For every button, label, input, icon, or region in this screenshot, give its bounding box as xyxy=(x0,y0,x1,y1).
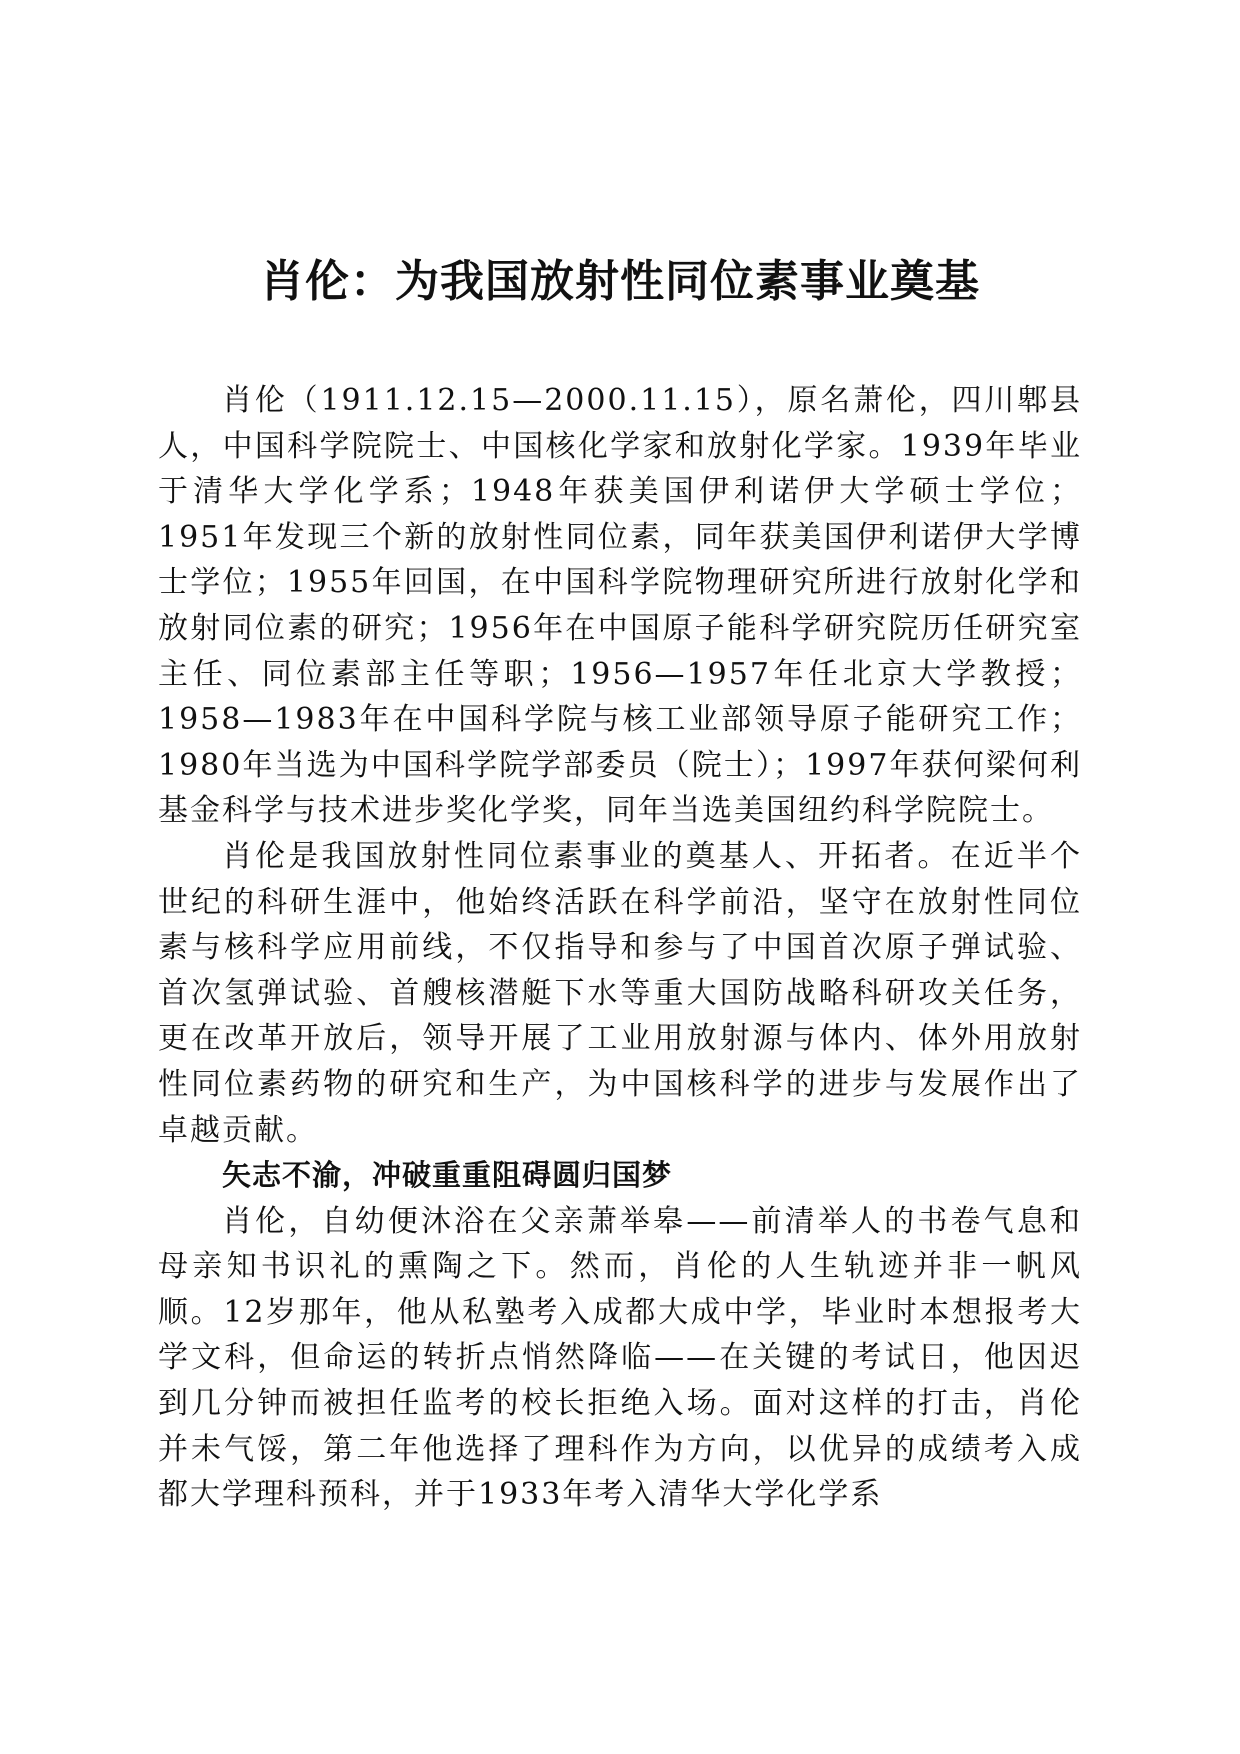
section-paragraph-early-life: 肖伦，自幼便沐浴在父亲萧举皋——前清举人的书卷气息和母亲知书识礼的熏陶之下。然而，肖伦的人生轨迹并非一帆风顺。12岁那年，他从私塾考入成都大成中学，毕业时本想报考大学文科，但命运的转折点悄然降临——在关键的考试日，他因迟到几分钟而被担任监考的校长拒绝入场。面对这样的打击，肖伦并未气馁，第二年他选择了理科作为方向，以优异的成绩考入成都大学理科预科，并于1933年考入清华大学化学系 xyxy=(158,1203,1082,1513)
article-body xyxy=(158,378,1082,1518)
article-title: 肖伦：为我国放射性同位素事业奠基 xyxy=(260,256,980,307)
intro-paragraph-biography: 肖伦（1911.12.15—2000.11.15），原名萧伦，四川郫县人，中国科学院院士、中国核化学家和放射化学家。1939年毕业于清华大学化学系；1948年获美国伊利诺伊大学硕士学位；1951年发现三个新的放射性同位素，同年获美国伊利诺伊大学博士学位；1955年回国，在中国科学院物理研究所进行放射化学和放射同位素的研究；1956年在中国原子能科学研究院历任研究室主任、同位素部主任等职；1956—1957年任北京大学教授；1958—1983年在中国科学院与核工业部领导原子能研究工作；1980年当选为中国科学院学部委员（院士）；1997年获何梁何利基金科学与技术进步奖化学奖，同年当选美国纽约科学院院士。 xyxy=(158,383,1082,829)
intro-paragraph-contributions: 肖伦是我国放射性同位素事业的奠基人、开拓者。在近半个世纪的科研生涯中，他始终活跃在科学前沿，坚守在放射性同位素与核科学应用前线，不仅指导和参与了中国首次原子弹试验、首次氢弹试验、首艘核潜艇下水等重大国防战略科研攻关任务，更在改革开放后，领导开展了工业用放射源与体内、体外用放射性同位素药物的研究和生产，为中国核科学的进步与发展作出了卓越贡献。 xyxy=(158,838,1082,1148)
section-heading: 矢志不渝，冲破重重阻碍圆归国梦 xyxy=(222,1158,673,1193)
